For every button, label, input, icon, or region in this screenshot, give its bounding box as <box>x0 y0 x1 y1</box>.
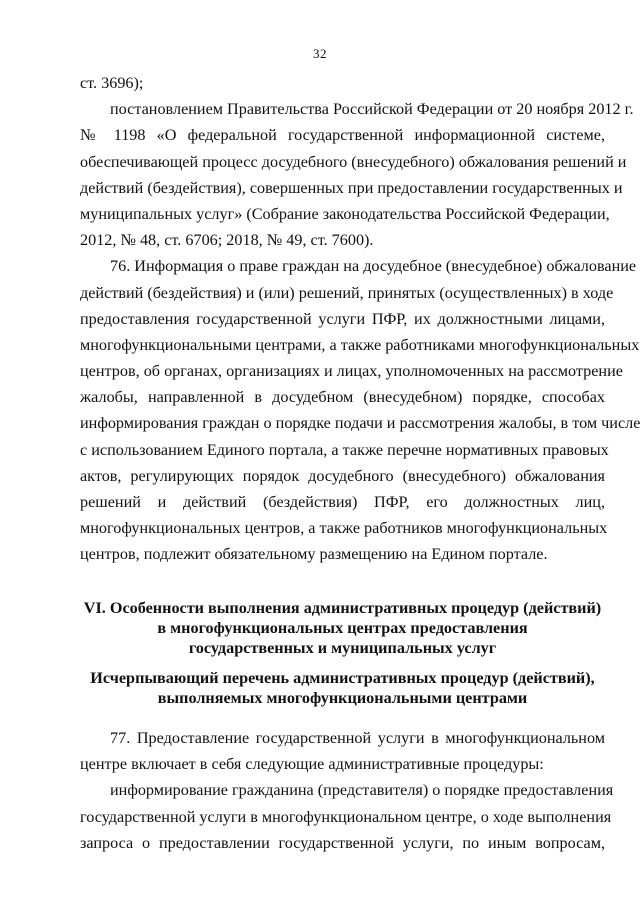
text-line: постановлением Правительства Российской Федерации от 20 ноября 2012 г. <box>110 100 634 119</box>
body-text-block-1 <box>80 70 640 568</box>
heading-line: VI. Особенности выполнения административных процедур (действий) <box>83 599 602 617</box>
body-text-block-2 <box>80 725 614 856</box>
text-line: решений и действий (бездействия) ПФР, его должностных лиц, <box>80 493 605 511</box>
heading-line: Исчерпывающий перечень административных процедур (действий), <box>90 669 595 687</box>
text-line: информирования граждан о порядке подачи и рассмотрения жалобы, в том числе <box>80 414 640 433</box>
heading-line: выполняемых многофункциональными центрами <box>157 689 528 707</box>
text-line: муниципальных услуг» (Собрание законодательства Российской Федерации, <box>80 204 610 223</box>
text-line: обеспечивающей процесс досудебного (внесудебного) обжалования решений и <box>80 152 627 171</box>
text-line: предоставления государственной услуги ПФР, их должностными лицами, <box>80 309 605 328</box>
paragraph-77-start: 77. Предоставление государственной услуги в многофункциональном <box>110 729 605 747</box>
text-line: действий (бездействия), совершенных при предоставлении государственных и <box>80 178 623 197</box>
text-line: многофункциональных центров, а также работников многофункциональных <box>80 519 608 538</box>
text-line: центров, подлежит обязательному размещению на Едином портале. <box>80 545 548 564</box>
text-line: № 1198 «О федеральной государственной информационной системе, <box>80 126 605 145</box>
text-line: 2012, № 48, ст. 6706; 2018, № 49, ст. 7600). <box>80 231 374 250</box>
text-line: с использованием Единого портала, а также перечне нормативных правовых <box>80 440 609 459</box>
paragraph-76-start: 76. Информация о праве граждан на досудебное (внесудебное) обжалование <box>110 257 637 276</box>
text-line: государственной услуги в многофункциональном центре, о ходе выполнения <box>80 807 612 826</box>
text-line: жалобы, направленной в досудебном (внесудебном) порядке, способах <box>80 388 605 407</box>
text-line: актов, регулирующих порядок досудебного (внесудебного) обжалования <box>80 466 605 485</box>
text-line: центре включает в себя следующие административные процедуры: <box>80 755 544 774</box>
page-number: 32 <box>313 46 327 61</box>
heading-line: в многофункциональных центрах предоставления <box>157 619 528 637</box>
text-line: центров, об органах, организациях и лицах, уполномоченных на рассмотрение <box>80 362 623 381</box>
text-line: многофункциональными центрами, а также работниками многофункциональных <box>80 335 640 354</box>
section-heading <box>80 598 605 658</box>
text-line: запроса о предоставлении государственной услуги, по иным вопросам, <box>80 833 605 852</box>
text-line: информирование гражданина (представителя) о порядке предоставления <box>110 781 614 800</box>
text-line: действий (бездействия) и (или) решений, принятых (осуществленных) в ходе <box>80 283 614 302</box>
text-line: ст. 3696); <box>80 74 144 92</box>
heading-line: государственных и муниципальных услуг <box>188 639 497 657</box>
sub-heading <box>80 668 605 708</box>
